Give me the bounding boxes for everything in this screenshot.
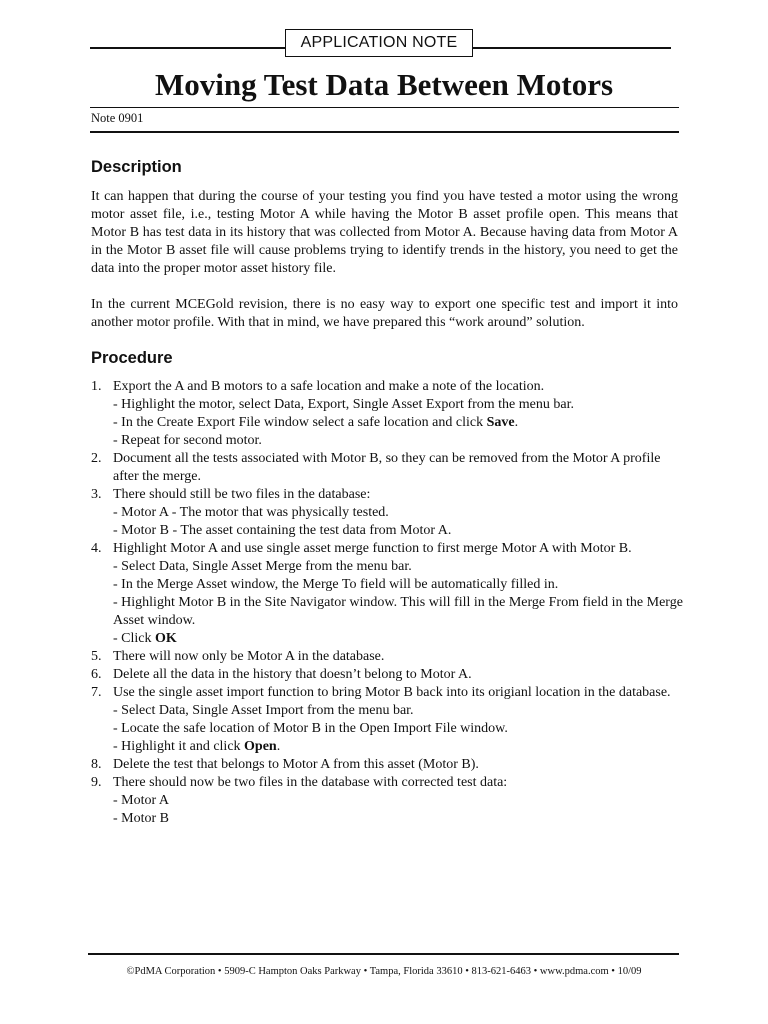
substep-text: - In the Merge Asset window, the Merge To field will be automatically filled in.	[113, 577, 559, 592]
procedure-step	[91, 378, 686, 450]
step-body	[113, 774, 686, 828]
step-body	[113, 666, 686, 684]
footer-rule	[88, 953, 679, 955]
step-body	[113, 648, 686, 666]
step-body	[113, 486, 686, 540]
step-substep	[113, 432, 686, 450]
step-substep	[113, 702, 686, 720]
step-substep	[113, 810, 686, 828]
procedure-step	[91, 450, 686, 486]
step-number: 1.	[91, 379, 102, 394]
substep-text: - Highlight the motor, select Data, Export, Single Asset Export from the menu bar.	[113, 397, 574, 412]
note-number: Note 0901	[91, 111, 144, 125]
header-bottom-rule	[90, 131, 679, 133]
step-body	[113, 540, 686, 648]
substep-text: - In the Create Export File window select a safe location and click	[113, 415, 487, 430]
step-number: 2.	[91, 451, 102, 466]
page-title: Moving Test Data Between Motors	[154, 67, 614, 102]
step-text: There should still be two files in the database:	[113, 487, 371, 502]
step-body	[113, 378, 686, 450]
step-text: Document all the tests associated with Motor B, so they can be removed from the Motor A profile after the merge.	[113, 451, 661, 484]
substep-suffix: .	[514, 415, 519, 430]
step-number: 7.	[91, 685, 102, 700]
footer-contact: ©PdMA Corporation • 5909-C Hampton Oaks Parkway • Tampa, Florida 33610 • 813-621-6463 • www.pdma.com • 10/09	[126, 966, 642, 977]
substep-text: - Select Data, Single Asset Import from the menu bar.	[113, 703, 414, 718]
step-text: Delete all the data in the history that doesn’t belong to Motor A.	[113, 667, 472, 682]
step-text: Export the A and B motors to a safe location and make a note of the location.	[113, 379, 545, 394]
step-body	[113, 756, 686, 774]
substep-text: - Motor A	[113, 793, 169, 808]
step-number: 4.	[91, 541, 102, 556]
description-paragraph-2: In the current MCEGold revision, there is no easy way to export one specific test and import it into another motor profile. With that in mind, we have prepared this “work around” solution.	[91, 297, 678, 330]
step-text: Delete the test that belongs to Motor A from this asset (Motor B).	[113, 757, 479, 772]
step-substep	[113, 504, 686, 522]
step-number: 6.	[91, 667, 102, 682]
procedure-step	[91, 774, 686, 828]
procedure-list	[91, 378, 686, 828]
procedure-step	[91, 666, 686, 684]
step-substep	[113, 558, 686, 576]
step-number: 5.	[91, 649, 102, 664]
procedure-step	[91, 486, 686, 540]
step-substep	[113, 720, 686, 738]
description-paragraph-1: It can happen that during the course of your testing you find you have tested a motor using the wrong motor asset file, i.e., testing Motor A while having the Motor B asset profile open. This means that Motor B has test data in its history that was collected from Motor A. Because having data from Motor A in the Motor B asset file will cause problems trying to identify trends in the history, you need to get the data into the proper motor asset history file.	[91, 189, 678, 276]
step-text: Use the single asset import function to bring Motor B back into its origianl location in the database.	[113, 685, 671, 700]
substep-text: - Click	[113, 631, 155, 646]
step-text: There should now be two files in the database with corrected test data:	[113, 775, 508, 790]
substep-emphasis: Open	[244, 739, 277, 754]
step-substep	[113, 576, 686, 594]
substep-text: - Motor B - The asset containing the test data from Motor A.	[113, 523, 452, 538]
substep-text: - Select Data, Single Asset Merge from the menu bar.	[113, 559, 412, 574]
step-substep	[113, 396, 686, 414]
step-substep	[113, 630, 686, 648]
step-substep	[113, 594, 686, 630]
substep-emphasis: OK	[155, 631, 177, 646]
procedure-step	[91, 648, 686, 666]
substep-text: - Motor B	[113, 811, 169, 826]
description-heading: Description	[91, 158, 182, 176]
step-substep	[113, 522, 686, 540]
step-text: Highlight Motor A and use single asset merge function to first merge Motor A with Motor B.	[113, 541, 632, 556]
substep-suffix: .	[276, 739, 281, 754]
title-divider	[90, 107, 679, 108]
step-number: 8.	[91, 757, 102, 772]
procedure-step	[91, 756, 686, 774]
substep-emphasis: Save	[486, 415, 515, 430]
step-number: 3.	[91, 487, 102, 502]
substep-text: - Highlight it and click	[113, 739, 245, 754]
step-body	[113, 684, 686, 756]
procedure-step	[91, 540, 686, 648]
step-number: 9.	[91, 775, 102, 790]
step-text: There will now only be Motor A in the database.	[113, 649, 385, 664]
substep-text: - Motor A - The motor that was physically tested.	[113, 505, 389, 520]
substep-text: - Locate the safe location of Motor B in the Open Import File window.	[113, 721, 508, 736]
step-body	[113, 450, 686, 486]
procedure-heading: Procedure	[91, 349, 173, 367]
substep-text: - Repeat for second motor.	[113, 433, 262, 448]
procedure-step	[91, 684, 686, 756]
application-note-label: APPLICATION NOTE	[285, 29, 473, 57]
step-substep	[113, 414, 686, 432]
step-substep	[113, 738, 686, 756]
step-substep	[113, 792, 686, 810]
substep-text: - Highlight Motor B in the Site Navigator window. This will fill in the Merge From field in the Merge Asset window.	[113, 595, 683, 628]
